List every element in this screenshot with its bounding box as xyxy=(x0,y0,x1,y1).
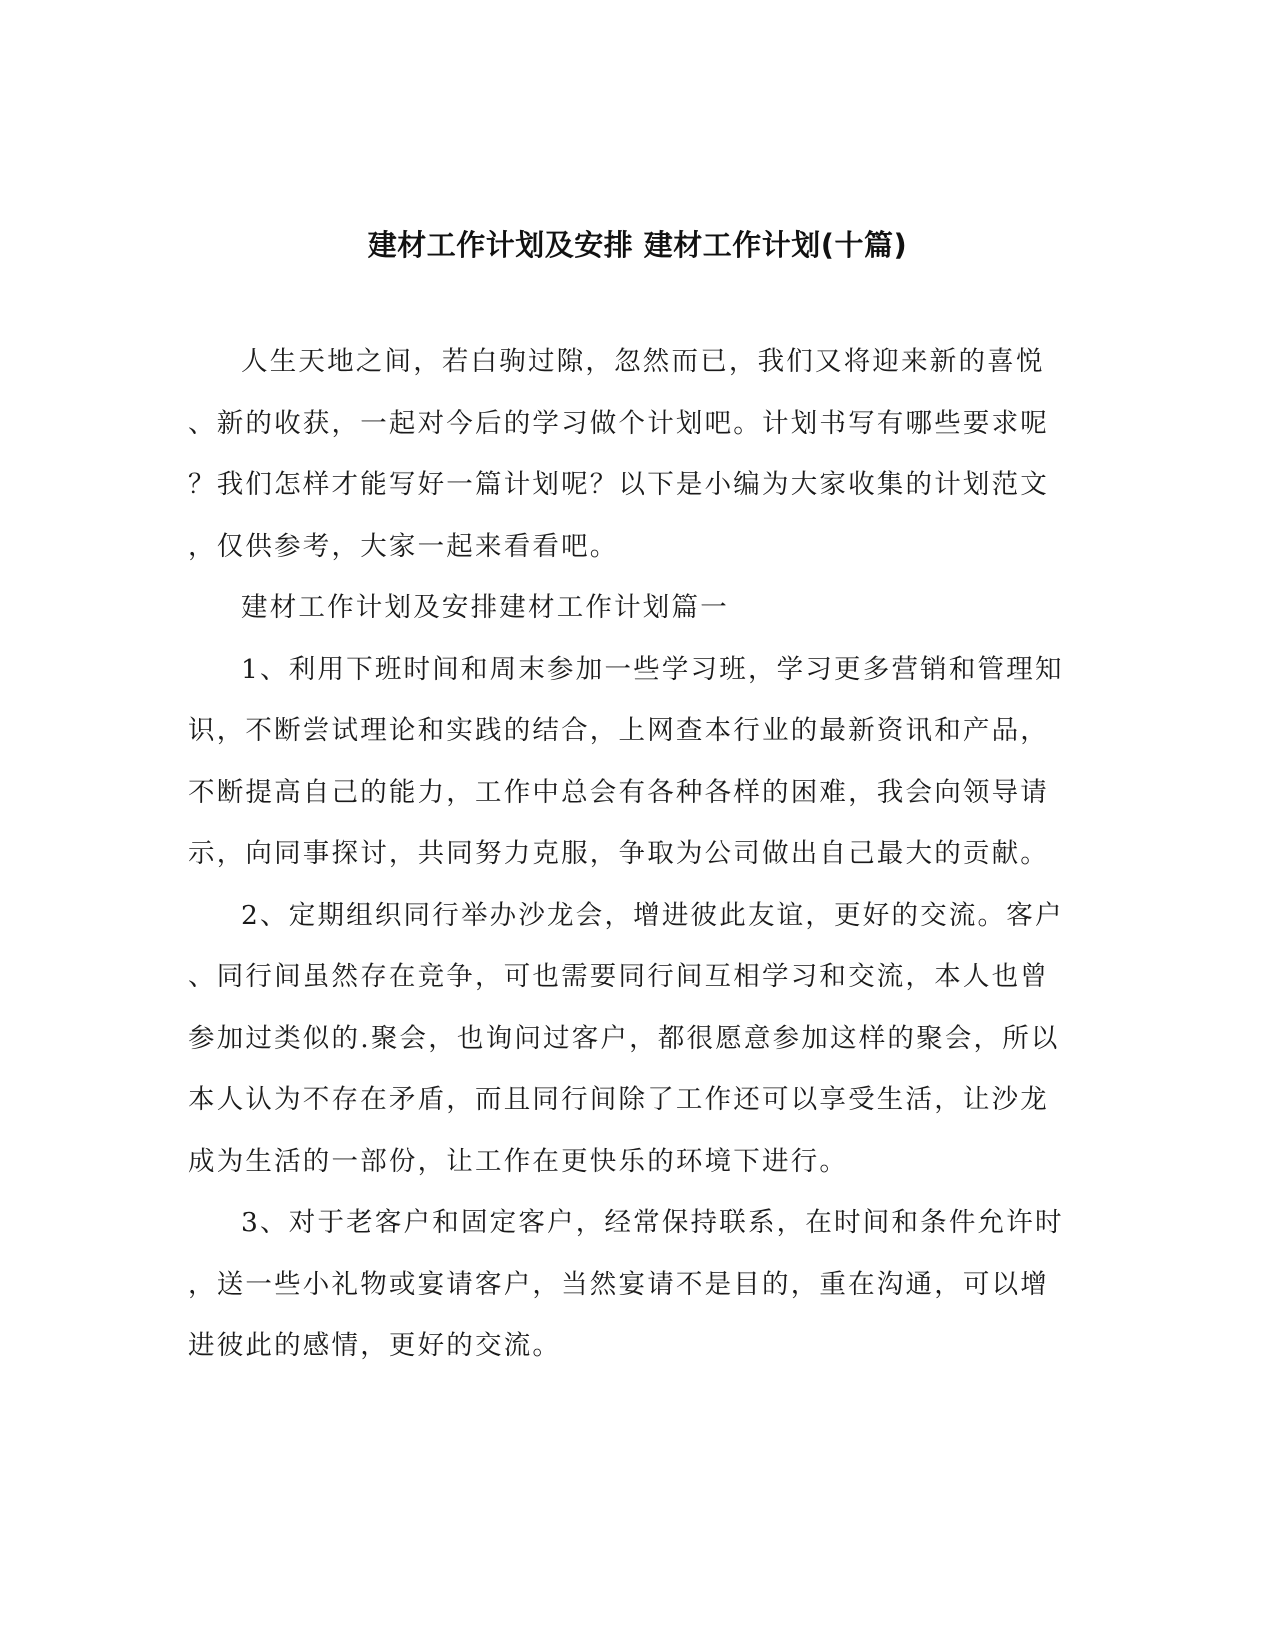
plan-item-3: 3、对于老客户和固定客户，经常保持联系，在时间和条件允许时，送一些小礼物或宴请客户，当然宴请不是目的，重在沟通，可以增进彼此的感情，更好的交流。 xyxy=(188,1207,1064,1361)
plan-item-1: 1、利用下班时间和周末参加一些学习班，学习更多营销和管理知识，不断尝试理论和实践的结合，上网查本行业的最新资讯和产品，不断提高自己的能力，工作中总会有各种各样的困难，我会向领导请示，向同事探讨，共同努力克服，争取为公司做出自己最大的贡献。 xyxy=(188,653,1064,869)
document-body xyxy=(188,331,1064,1377)
document-title: 建材工作计划及安排 建材工作计划(十篇) xyxy=(367,228,908,263)
plan-item-2: 2、定期组织同行举办沙龙会，增进彼此友谊，更好的交流。客户、同行间虽然存在竞争，可也需要同行间互相学习和交流，本人也曾参加过类似的.聚会，也询问过客户，都很愿意参加这样的聚会，所以本人认为不存在矛盾，而且同行间除了工作还可以享受生活，让沙龙成为生活的一部份，让工作在更快乐的环境下进行。 xyxy=(188,899,1064,1177)
section-heading: 建材工作计划及安排建材工作计划篇一 xyxy=(241,592,729,623)
intro-paragraph: 人生天地之间，若白驹过隙，忽然而已，我们又将迎来新的喜悦、新的收获，一起对今后的学习做个计划吧。计划书写有哪些要求呢？我们怎样才能写好一篇计划呢？以下是小编为大家收集的计划范文，仅供参考，大家一起来看看吧。 xyxy=(188,346,1049,562)
